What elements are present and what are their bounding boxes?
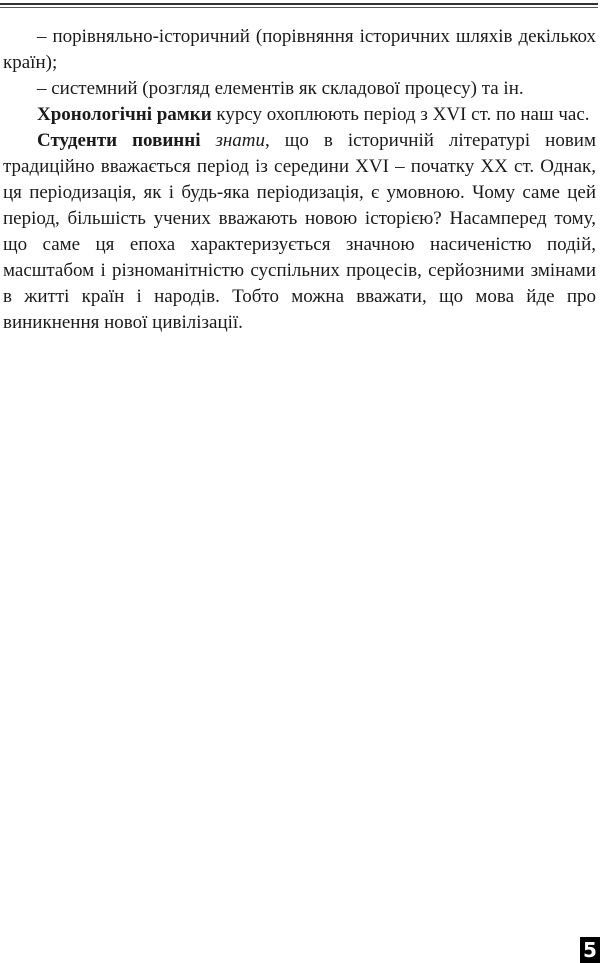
- header-rule-thin: [0, 7, 598, 8]
- paragraph-text: – порівняльно-історичний (порівняння історичних шляхів декількох країн);: [3, 26, 596, 73]
- paragraph-text: , що в історичній літературі новим традиційно вважається період із середини XVI – початку XX ст. Однак, ця періодизація, як і будь-яка періодизація, є умовною. Чому саме цей період, більшість учених вважають новою історією? Насамперед тому, що саме ця епоха характеризується значною насиченістю подій, масштабом і різноманітністю суспільних процесів, серйозними змінами в житті країн і народів. Тобто можна вважати, що мова йде про виникнення нової цивілізації.: [3, 130, 596, 333]
- paragraph-students-should-know: [3, 128, 596, 336]
- paragraph-method-comparative: [3, 24, 596, 76]
- bold-term: Студенти повинні: [37, 130, 201, 151]
- page-body: [3, 24, 596, 336]
- page-number: 5: [580, 937, 600, 963]
- header-rule-thick: [0, 3, 598, 5]
- paragraph-text: курсу охоплюють період з XVI ст. по наш час.: [211, 104, 590, 125]
- italic-term: знати: [215, 130, 266, 151]
- paragraph-method-systemic: [3, 76, 596, 102]
- bold-term: Хронологічні рамки: [37, 104, 212, 125]
- paragraph-text: – системний (розгляд елементів як складової процесу) та ін.: [37, 78, 524, 99]
- paragraph-chronological-scope: [3, 102, 596, 128]
